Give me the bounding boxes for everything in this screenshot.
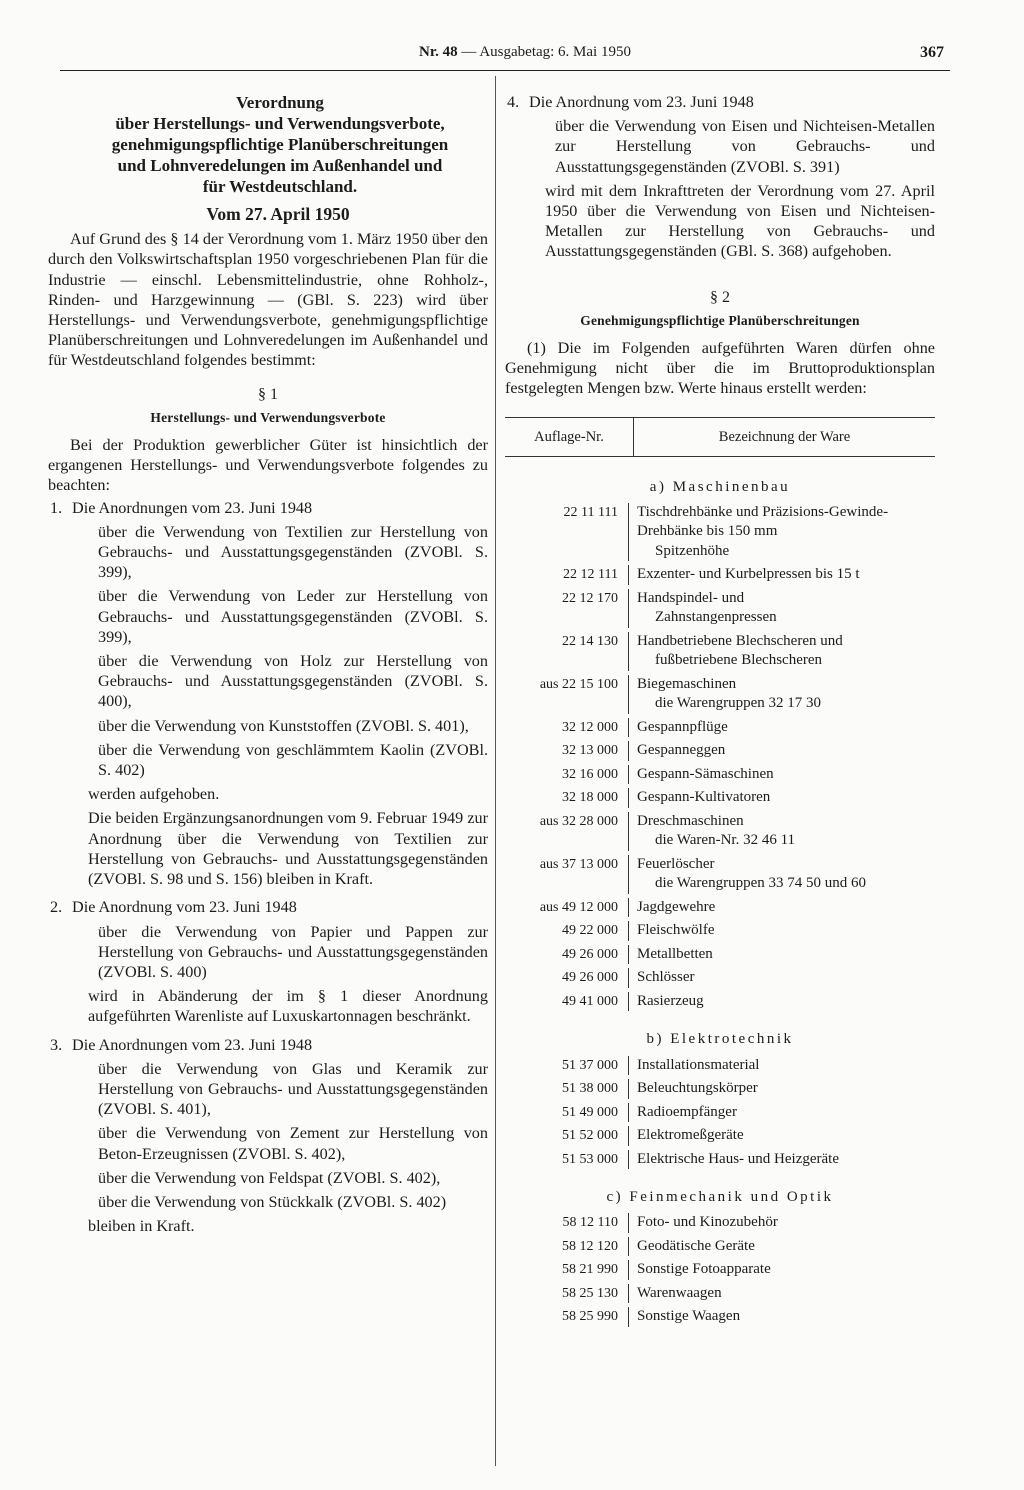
goods-line: die Warengruppen 32 17 30 [655,695,821,712]
goods-line: Tischdrehbänke und Präzisions-Gewinde-Drehbänke bis 150 mm [637,503,889,540]
issue-date: Ausgabetag: 6. Mai 1950 [479,44,631,60]
group-title: a) Maschinenbau [649,478,791,495]
table-row [505,855,935,894]
goods-name [628,945,935,965]
goods-line: Geodätische Geräte [637,1237,755,1254]
item-sub-paragraph: über die Verwendung von Zement zur Herstellung von Beton-Erzeugnissen (ZVOBl. S. 402), [98,1124,488,1163]
table-row [505,589,935,628]
table-row [505,992,935,1012]
item-conclusion: Die beiden Ergänzungsanordnungen vom 9. Februar 1949 zur Anordnung über die Verwendung von Textilien zur Herstellung von Gebrauchs- und Ausstattungsgegenständen (ZVOBl. S. 98 und S. 156) bleiben in Kraft. [88,809,488,889]
order-number: 58 12 120 [562,1238,618,1254]
list-item [48,498,488,890]
goods-name [628,741,935,761]
goods-line: Installationsmaterial [637,1056,760,1073]
goods-line: Schlösser [637,969,695,986]
item-number: 1. [50,498,63,517]
goods-line: Elektrische Haus- und Heizgeräte [637,1150,839,1167]
item-heading: Die Anordnungen vom 23. Juni 1948 [72,1035,313,1054]
goods-line: Metallbetten [637,945,713,962]
decree-title [48,92,488,197]
order-number: aus 37 13 000 [539,856,618,872]
title-line: über Herstellungs- und Verwendungsverbote, [115,114,445,133]
order-number: 22 12 111 [563,567,618,583]
item-number: 2. [50,898,63,917]
list-item [505,92,935,262]
goods-name [628,1307,935,1327]
order-number: 51 53 000 [562,1151,618,1167]
goods-name [628,1056,935,1076]
section-1-number: § 1 [258,385,278,403]
list-item [48,897,488,1026]
order-number: 49 22 000 [562,923,618,939]
table-body [505,477,935,1327]
title-line: und Lohnveredelungen im Außenhandel und [117,156,443,175]
item-sub-paragraph: über die Verwendung von Eisen und Nichteisen-Metallen zur Herstellung von Gebrauchs- und Ausstattungsgegenständen (ZVOBl. S. 391) [555,117,935,176]
issue-line [360,44,690,61]
item-conclusion: werden aufgehoben. [88,785,220,804]
left-column [48,92,488,1236]
item-conclusion: wird in Abänderung der im § 1 dieser Anordnung aufgeführten Warenliste auf Luxuskartonnagen beschränkt. [88,987,488,1026]
order-number: 22 12 170 [562,590,618,606]
group-title: c) Feinmechanik und Optik [606,1189,834,1206]
goods-line: Handbetriebene Blechscheren und [637,632,843,649]
goods-line: Exzenter- und Kurbelpressen bis 15 t [637,566,860,583]
item-number: 3. [50,1035,63,1054]
item-sub-paragraph: über die Verwendung von Leder zur Herstellung von Gebrauchs- und Ausstattungsgegenständen (ZVOBl. S. 399), [98,587,488,646]
order-number: 49 26 000 [562,946,618,962]
table-row [505,675,935,714]
page-header [60,44,950,71]
section-1-title: Herstellungs- und Verwendungsverbote [150,409,386,425]
decree-date: Vom 27. April 1950 [206,204,350,224]
table-row [505,812,935,851]
goods-name [628,589,935,628]
table-row [505,1260,935,1280]
goods-line: Biegemaschinen [637,675,737,692]
item-sub-paragraph: über die Verwendung von Holz zur Herstellung von Gebrauchs- und Ausstattungsgegenständen (ZVOBl. S. 400), [98,652,488,711]
table-row [505,1237,935,1257]
group-title: b) Elektrotechnik [646,1031,794,1048]
goods-line: die Waren-Nr. 32 46 11 [655,832,796,849]
goods-name [628,565,935,585]
order-number: 58 25 990 [562,1309,618,1325]
goods-line: die Warengruppen 33 74 50 und 60 [655,875,866,892]
goods-table [505,417,935,1327]
table-row [505,1103,935,1123]
goods-line: Rasierzeug [637,992,704,1009]
order-number: 49 26 000 [562,970,618,986]
goods-name [628,1213,935,1233]
goods-name [628,1237,935,1257]
goods-line: Elektromeßgeräte [637,1127,744,1144]
table-row [505,632,935,671]
item-sub-paragraph: über die Verwendung von Feldspat (ZVOBl. S. 402), [98,1168,441,1187]
goods-line: Feuerlöscher [637,855,715,872]
item-heading: Die Anordnung vom 23. Juni 1948 [529,93,754,111]
table-row [505,1126,935,1146]
goods-line: Gespann-Sämaschinen [637,765,774,782]
order-number: 32 16 000 [562,766,618,782]
item-sub-paragraph: über die Verwendung von Textilien zur Herstellung von Gebrauchs- und Ausstattungsgegenständen (ZVOBl. S. 399), [98,522,488,582]
table-row [505,741,935,761]
section-2-number: § 2 [710,288,730,306]
table-row [505,718,935,738]
list-item [48,1035,488,1237]
goods-name [628,632,935,671]
order-number: 58 21 990 [562,1262,618,1278]
goods-line: Warenwaagen [637,1284,722,1301]
item-sub-paragraph: über die Verwendung von Papier und Pappen zur Herstellung von Gebrauchs- und Ausstattungsgegenständen (ZVOBl. S. 400) [98,922,488,981]
item-sub-paragraph: über die Verwendung von Kunststoffen (ZVOBl. S. 401), [98,716,469,735]
table-row [505,503,935,562]
page-number: 367 [920,44,944,61]
goods-name [628,788,935,808]
table-row [505,788,935,808]
right-column [505,92,935,1331]
item-number: 4. [507,93,520,111]
goods-line: Handspindel- und [637,589,745,606]
order-number: 51 38 000 [562,1081,618,1097]
column-header-goods: Bezeichnung der Ware [718,428,851,445]
column-divider [495,76,496,1466]
order-number: aus 32 28 000 [539,813,618,829]
order-number: aus 22 15 100 [539,676,618,692]
order-number: 22 11 111 [563,504,618,520]
table-row [505,945,935,965]
goods-name [628,1103,935,1123]
title-line: genehmigungspflichtige Planüberschreitungen [111,135,449,154]
goods-name [628,503,935,562]
table-row [505,1079,935,1099]
goods-name [628,898,935,918]
goods-line: Radioempfänger [637,1103,737,1120]
order-number: 58 12 110 [562,1215,618,1231]
item-heading: Die Anordnung vom 23. Juni 1948 [72,898,297,917]
table-row [505,1056,935,1076]
table-row [505,898,935,918]
table-row [505,565,935,585]
table-row [505,1284,935,1304]
goods-name [628,1150,935,1170]
order-number: 51 49 000 [562,1104,618,1120]
goods-name [628,1126,935,1146]
table-row [505,1307,935,1327]
goods-name [628,992,935,1012]
goods-name [628,1260,935,1280]
goods-name [628,765,935,785]
order-number: 32 12 000 [562,719,618,735]
order-number: aus 49 12 000 [539,899,618,915]
goods-name [628,1079,935,1099]
goods-line: Sonstige Fotoapparate [637,1261,771,1278]
item-heading: Die Anordnungen vom 23. Juni 1948 [72,498,313,517]
goods-line: Zahnstangenpressen [655,609,777,626]
order-number: 51 37 000 [562,1057,618,1073]
table-row [505,921,935,941]
item-conclusion: bleiben in Kraft. [88,1217,195,1236]
section-2-text: (1) Die im Folgenden aufgeführten Waren dürfen ohne Genehmigung nicht über die im Bruttoproduktionsplan festgelegten Mengen bzw. Werte hinaus erstellt werden: [505,339,935,398]
item-conclusion: wird mit dem Inkrafttreten der Verordnung vom 27. April 1950 über die Verwendung von Eisen und Nichteisen-Metallen zur Herstellung von Gebrauchs- und Ausstattungsgegenständen (GBl. S. 368) aufgehoben. [545,181,935,261]
table-row [505,1150,935,1170]
item-sub-paragraph: über die Verwendung von Glas und Keramik zur Herstellung von Gebrauchs- und Ausstattungsgegenständen (ZVOBl. S. 401), [98,1059,488,1119]
goods-name [628,855,935,894]
goods-line: Beleuchtungskörper [637,1080,758,1097]
order-number: 22 14 130 [562,633,618,649]
title-line: Verordnung [236,93,324,112]
section-2-title: Genehmigungspflichtige Planüberschreitungen [580,312,860,328]
goods-name [628,812,935,851]
goods-line: Dreschmaschinen [637,812,744,829]
section-1-intro: Bei der Produktion gewerblicher Güter ist hinsichtlich der ergangenen Herstellungs- und Verwendungsverbote folgendes zu beachten: [48,436,488,495]
table-row [505,968,935,988]
order-number: 51 52 000 [562,1128,618,1144]
goods-line: Gespanneggen [637,742,726,759]
goods-line: Jagdgewehre [637,898,716,915]
column-header-number: Auflage-Nr. [505,418,634,456]
item-sub-paragraph: über die Verwendung von geschlämmtem Kaolin (ZVOBl. S. 402) [98,740,488,780]
order-number: 49 41 000 [562,993,618,1009]
goods-name [628,1284,935,1304]
table-header [505,417,935,457]
goods-line: Fleischwölfe [637,922,715,939]
table-row [505,1213,935,1233]
title-line: für Westdeutschland. [202,177,358,196]
goods-name [628,675,935,714]
goods-line: Spitzenhöhe [655,542,730,559]
issue-separator: — [457,44,480,60]
goods-name [628,718,935,738]
item-sub-paragraph: über die Verwendung von Stückkalk (ZVOBl. S. 402) [98,1192,447,1211]
goods-line: Gespann-Kultivatoren [637,789,771,806]
goods-line: Sonstige Waagen [637,1308,741,1325]
goods-line: Foto- und Kinozubehör [637,1214,778,1231]
goods-name [628,968,935,988]
order-number: 32 13 000 [562,743,618,759]
table-row [505,765,935,785]
issue-number: Nr. 48 [419,44,458,60]
order-number: 32 18 000 [562,790,618,806]
goods-line: Gespannpflüge [637,718,728,735]
goods-line: fußbetriebene Blechscheren [655,652,822,669]
order-number: 58 25 130 [562,1285,618,1301]
goods-name [628,921,935,941]
preamble: Auf Grund des § 14 der Verordnung vom 1. März 1950 über den durch den Volkswirtschaftsplan 1950 vorgeschriebenen Plan für die Industrie — einschl. Lebensmittelindustrie, ohne Rohholz-, Rinden- und Harzgewinnung — (GBl. S. 223) wird über Herstellungs- und Verwendungsverbote, genehmigungspflichtige Planüberschreitungen und Lohnveredelungen im Außenhandel und für Westdeutschland folgendes bestimmt: [48,230,488,370]
